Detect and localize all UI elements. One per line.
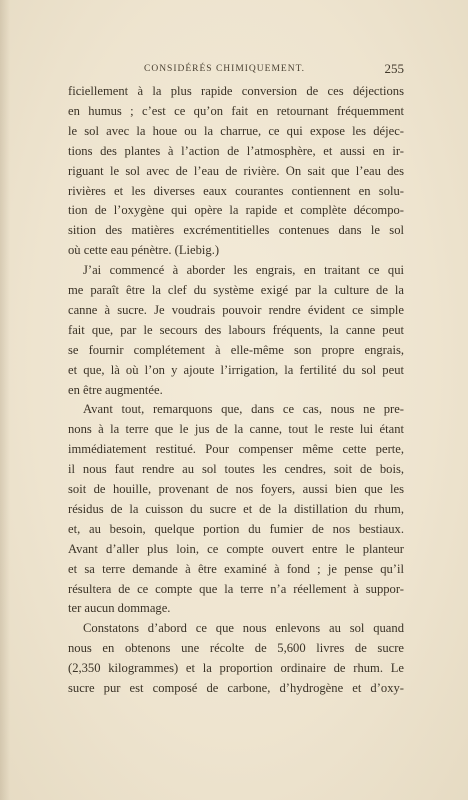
text-line: fait que, par le secours des labours fréquents, la canne peut xyxy=(68,322,404,337)
text-line: canne à sucre. Je voudrais pouvoir rendre évident ce simple xyxy=(68,302,404,317)
text-line: (2,350 kilogrammes) et la proportion ordinaire de rhum. Le xyxy=(68,661,404,676)
text-line: en humus ; c’est ce qu’on fait en retournant fréquemment xyxy=(68,103,404,118)
text-line: nous en obtenons une récolte de 5,600 livres de sucre xyxy=(68,641,404,656)
text-line: en être augmentée. xyxy=(68,382,163,397)
text-line: nons à la terre que le jus de la canne, tout le reste lui étant xyxy=(68,422,404,437)
text-line: se fournir complétement à elle-même son propre engrais, xyxy=(68,342,404,357)
text-line: et, au besoin, quelque portion du fumier de nos bestiaux. xyxy=(68,521,404,536)
spine-shadow xyxy=(0,0,10,800)
text-line: le sol avec la houe ou la charrue, ce qui expose les déjec- xyxy=(68,123,404,138)
text-line: où cette eau pénètre. (Liebig.) xyxy=(68,243,220,258)
text-line: et que, là où l’on y ajoute l’irrigation, la fertilité du sol peut xyxy=(68,362,404,377)
text-line: sucre pur est composé de carbone, d’hydrogène et d’oxy- xyxy=(68,681,404,695)
text-line: et sa terre demande à être examiné à fond ; je pense qu’il xyxy=(68,561,404,576)
paragraph-first-line: J’ai commencé à aborder les engrais, en traitant ce qui xyxy=(83,263,404,278)
text-line: il nous faut rendre au sol toutes les cendres, soit de bois, xyxy=(68,462,404,477)
page-header xyxy=(86,61,404,80)
text-line: Avant d’aller plus loin, ce compte ouvert entre le planteur xyxy=(68,541,404,556)
running-title: CONSIDÉRÉS CHIMIQUEMENT. xyxy=(144,64,306,74)
text-line: résidus de la cuisson du sucre et de la distillation du rhum, xyxy=(68,501,404,516)
text-line: tions des plantes à l’action de l’atmosphère, et aussi en ir- xyxy=(68,143,404,158)
text-line: tion de l’oxygène qui opère la rapide et complète décompo- xyxy=(68,203,404,218)
text-line: riguant le sol avec de l’eau de rivière. On sait que l’eau des xyxy=(68,163,404,178)
text-line: soit de houille, provenant de nos foyers, aussi bien que les xyxy=(68,482,404,496)
paragraph-first-line: Constatons d’abord ce que nous enlevons au sol quand xyxy=(83,621,404,636)
text-line: résultera de ce compte que la terre n’a réellement à suppor- xyxy=(68,581,404,596)
paragraph-first-line: Avant tout, remarquons que, dans ce cas, nous ne pre- xyxy=(83,402,404,417)
text-line: sition des matières excrémentitielles contenues dans le sol xyxy=(68,223,404,238)
text-line: me paraît être la clef du système exigé par la culture de la xyxy=(68,283,404,297)
text-line: ficiellement à la plus rapide conversion de ces déjections xyxy=(68,84,404,98)
text-line: immédiatement restitué. Pour compenser même cette perte, xyxy=(68,442,404,457)
page-number: 255 xyxy=(384,61,404,76)
text-line: ter aucun dommage. xyxy=(68,601,171,616)
text-line: rivières et les diverses eaux courantes contiennent en solu- xyxy=(68,183,404,198)
